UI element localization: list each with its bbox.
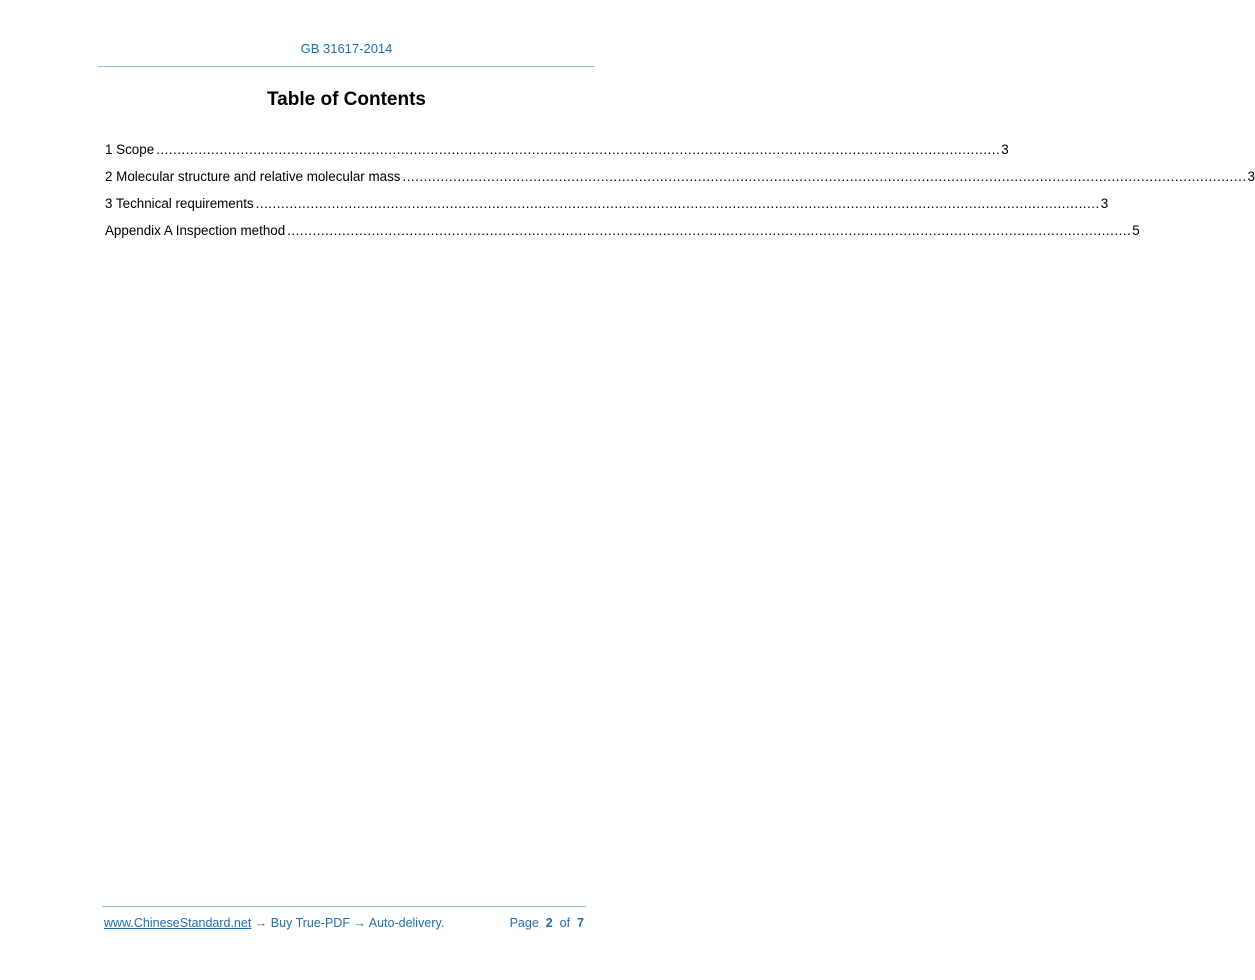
footer-divider — [102, 906, 586, 907]
toc-entry-appendix-a[interactable] — [105, 222, 1140, 249]
toc-entry-page: 3 — [1100, 196, 1109, 211]
toc-entry-label: 1 Scope — [105, 142, 155, 157]
website-link[interactable]: www.ChineseStandard.net — [104, 916, 252, 930]
dot-leader: ........................................................................................................................................................................................................ — [255, 196, 1100, 211]
footer — [104, 916, 584, 930]
toc-entry-page: 3 — [1001, 142, 1009, 157]
auto-delivery-text: Auto-delivery. — [368, 916, 445, 930]
arrow-icon: → — [254, 916, 268, 930]
current-page-number: 2 — [545, 916, 553, 930]
toc-entry-technical-requirements[interactable] — [105, 195, 1109, 222]
dot-leader: ........................................................................................................................................................................................................ — [402, 169, 1247, 184]
page-indicator — [510, 916, 584, 930]
toc-entry-label: 3 Technical requirements — [105, 196, 254, 211]
toc-entry-label: 2 Molecular structure and relative molecular mass — [105, 169, 401, 184]
header-divider — [98, 66, 595, 67]
document-id-header: GB 31617-2014 — [300, 41, 393, 56]
footer-left — [104, 916, 444, 930]
toc-entry-page: 3 — [1247, 169, 1255, 184]
toc-entry-label: Appendix A Inspection method — [105, 223, 286, 238]
toc-title: Table of Contents — [266, 89, 427, 110]
buy-pdf-text: Buy True-PDF — [270, 916, 350, 930]
page-word: Page — [509, 916, 539, 930]
toc-entry-page: 5 — [1132, 223, 1140, 238]
arrow-icon: → — [353, 916, 366, 930]
of-word: of — [559, 916, 571, 930]
table-of-contents — [105, 141, 1255, 249]
dot-leader: ........................................................................................................................................................................................................ — [156, 142, 1001, 157]
toc-entry-molecular-structure[interactable] — [105, 168, 1255, 195]
total-page-count: 7 — [577, 916, 584, 930]
dot-leader: ........................................................................................................................................................................................................ — [287, 223, 1132, 238]
toc-entry-scope[interactable] — [105, 141, 1009, 168]
